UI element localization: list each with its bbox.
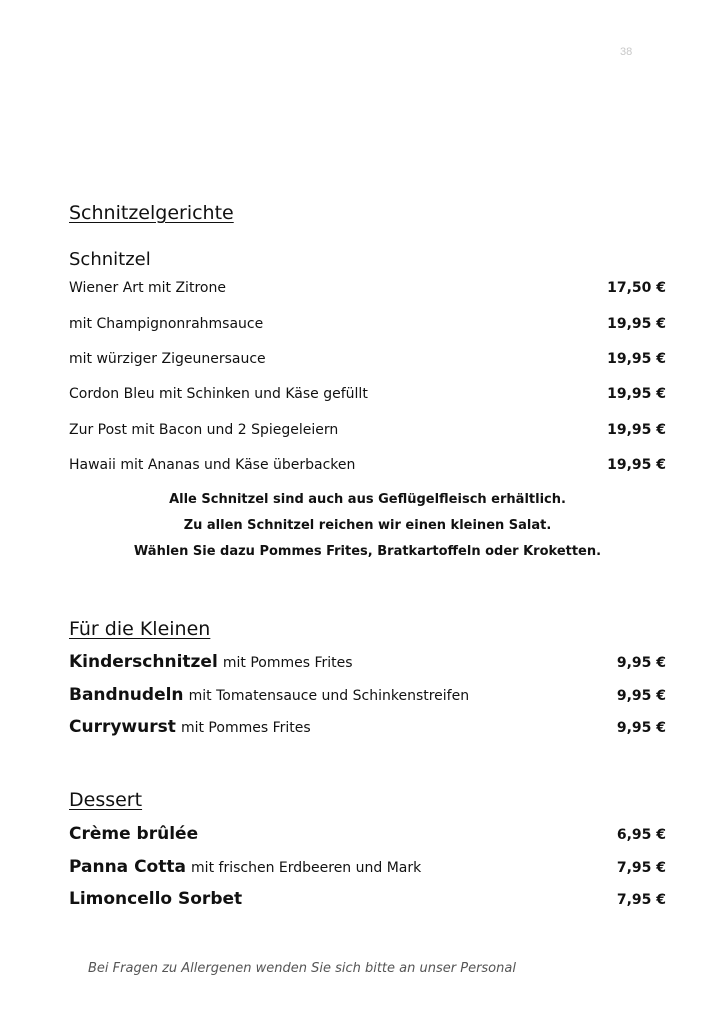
allergen-footer-note: Bei Fragen zu Allergenen wenden Sie sich bitte an unser Personal <box>88 961 516 976</box>
menu-item <box>69 422 666 438</box>
menu-note: Alle Schnitzel sind auch aus Geflügelfleisch erhältlich. <box>169 492 566 507</box>
item-price: 6,95 € <box>616 827 666 843</box>
item-name: Hawaii mit Ananas und Käse überbacken <box>69 457 356 473</box>
section-title-dessert: Dessert <box>69 789 143 811</box>
item-price: 19,95 € <box>607 457 666 473</box>
item-description: mit frischen Erdbeeren und Mark <box>191 860 422 876</box>
item-name: mit würziger Zigeunersauce <box>69 351 266 367</box>
menu-item <box>69 685 666 705</box>
item-price: 19,95 € <box>607 351 666 367</box>
menu-item <box>69 824 666 844</box>
item-description: mit Pommes Frites <box>180 720 311 736</box>
menu-item <box>69 889 666 909</box>
item-price: 19,95 € <box>607 422 666 438</box>
subsection-title-schnitzel: Schnitzel <box>69 249 151 270</box>
item-name: Wiener Art mit Zitrone <box>69 280 226 296</box>
item-price: 7,95 € <box>616 860 666 876</box>
menu-item <box>69 652 666 672</box>
item-price: 19,95 € <box>607 316 666 332</box>
menu-item <box>69 717 666 737</box>
page-number: 38 <box>620 46 633 58</box>
item-name: Limoncello Sorbet <box>69 889 243 909</box>
menu-note: Zu allen Schnitzel reichen wir einen kleinen Salat. <box>183 518 552 533</box>
item-price: 9,95 € <box>616 688 666 704</box>
item-name: Zur Post mit Bacon und 2 Spiegeleiern <box>69 422 339 438</box>
item-name: Panna Cotta <box>69 857 186 877</box>
item-description: mit Tomatensauce und Schinkenstreifen <box>188 688 470 704</box>
menu-item <box>69 386 666 402</box>
menu-item <box>69 351 666 367</box>
item-price: 9,95 € <box>616 655 666 671</box>
item-price: 17,50 € <box>607 280 666 296</box>
item-price: 9,95 € <box>616 720 666 736</box>
item-name: Currywurst <box>69 717 176 737</box>
menu-item <box>69 316 666 332</box>
item-name: mit Champignonrahmsauce <box>69 316 264 332</box>
menu-item <box>69 280 666 296</box>
item-name: Cordon Bleu mit Schinken und Käse gefüllt <box>69 386 368 402</box>
menu-item <box>69 857 666 877</box>
section-title-kids: Für die Kleinen <box>69 618 211 640</box>
item-description: mit Pommes Frites <box>222 655 353 671</box>
item-name: Kinderschnitzel <box>69 652 218 672</box>
item-price: 7,95 € <box>616 892 666 908</box>
menu-note: Wählen Sie dazu Pommes Frites, Bratkartoffeln oder Kroketten. <box>133 544 602 559</box>
item-name: Crème brûlée <box>69 824 199 844</box>
menu-item <box>69 457 666 473</box>
item-price: 19,95 € <box>607 386 666 402</box>
item-name: Bandnudeln <box>69 685 184 705</box>
section-title-schnitzel: Schnitzelgerichte <box>69 202 234 224</box>
